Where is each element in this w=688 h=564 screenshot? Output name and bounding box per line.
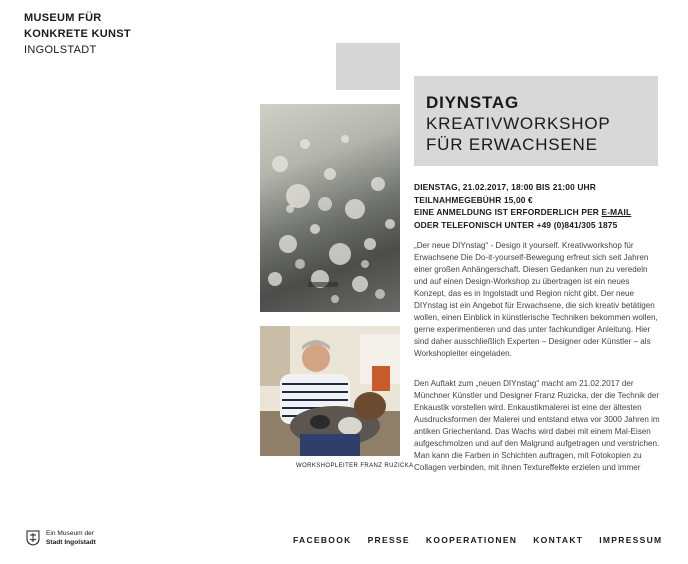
event-title: DIYNSTAG <box>426 93 519 112</box>
city-logo[interactable] <box>26 529 96 547</box>
event-info <box>414 181 676 231</box>
event-date: DIENSTAG, 21.02.2017, 18:00 BIS 21:00 UHR <box>414 182 596 192</box>
museum-name-line2: KONKRETE KUNST <box>24 28 131 40</box>
footer-link-impressum[interactable]: IMPRESSUM <box>599 535 663 545</box>
decorative-grey-block <box>336 43 400 90</box>
city-logo-line2: Stadt Ingolstadt <box>46 539 96 546</box>
museum-logo[interactable] <box>24 10 131 58</box>
footer-link-kontakt[interactable]: KONTAKT <box>533 535 584 545</box>
event-title-box <box>414 76 658 166</box>
event-description <box>414 240 660 526</box>
event-registration <box>414 206 676 219</box>
event-subtitle-line2: FÜR ERWACHSENE <box>426 135 598 154</box>
footer-nav <box>293 535 662 545</box>
footer-link-kooperationen[interactable]: KOOPERATIONEN <box>425 535 518 545</box>
email-link[interactable]: E-MAIL <box>601 207 632 217</box>
footer-link-presse[interactable]: PRESSE <box>367 535 410 545</box>
description-paragraph-2: Den Auftakt zum „neuen DIYnstag“ macht am 21.02.2017 der Münchner Künstler und Designer Franz Ruzicka, der die Technik der Enkaustik vorstellen wird. Enkaustikmalerei ist eine der ältesten Ausdrucksformen der Malerei und entstand etwa vor 3000 Jahren im antiken Griechenland. Das Wachs wird dabei mit einem Mal-Eisen aufgeschmolzen und auf den Malgrund aufgetragen und verstrichen. Man kann die Farben in Schichten auftragen, mit Fotokopien zu Collagen verbinden, mit ihnen Textureffekte erzielen und immer <box>414 379 660 472</box>
encaustic-artwork-image <box>260 104 400 312</box>
event-subtitle-line1: KREATIVWORKSHOP <box>426 114 611 133</box>
registration-text: EINE ANMELDUNG IST ERFORDERLICH PER <box>414 207 600 217</box>
workshop-leader-photo <box>260 326 400 456</box>
city-crest-icon <box>26 530 40 546</box>
event-phone: ODER TELEFONISCH UNTER +49 (0)841/305 1875 <box>414 219 618 230</box>
footer-link-facebook[interactable]: FACEBOOK <box>293 535 352 545</box>
city-logo-line1: Ein Museum der <box>46 530 95 537</box>
event-fee: TEILNAHMEGEBÜHR 15,00 € <box>414 194 533 205</box>
description-paragraph-1: „Der neue DIYnstag“ - Design it yourself. Kreativworkshop für Erwachsene Die Do-it-yourself-Bewegung erfreut sich seit Jahren einer großen Anhängerschaft. Diesen Gedanken nun zu veredeln und auf einen Design-Workshop zu übertragen ist ein neues Konzept, das es in Ingolstadt und Region nicht gibt. Der neue DIYnstag ist ein Angebot für Erwachsene, die sich kreativ betätigen wollen, einen Einblick in künstlerische Techniken bekommen wollen, gerne experimentieren und das unter fachkundiger Anleitung. Hier sind daher ausschließlich Experten – Designer oder Künstler – als Workshopleiter eingeladen. <box>414 241 658 358</box>
museum-name-line1: MUSEUM FÜR <box>24 12 102 24</box>
photo-caption: WORKSHOPLEITER FRANZ RUZICKA <box>296 463 414 469</box>
museum-name-line3: INGOLSTADT <box>24 44 97 56</box>
